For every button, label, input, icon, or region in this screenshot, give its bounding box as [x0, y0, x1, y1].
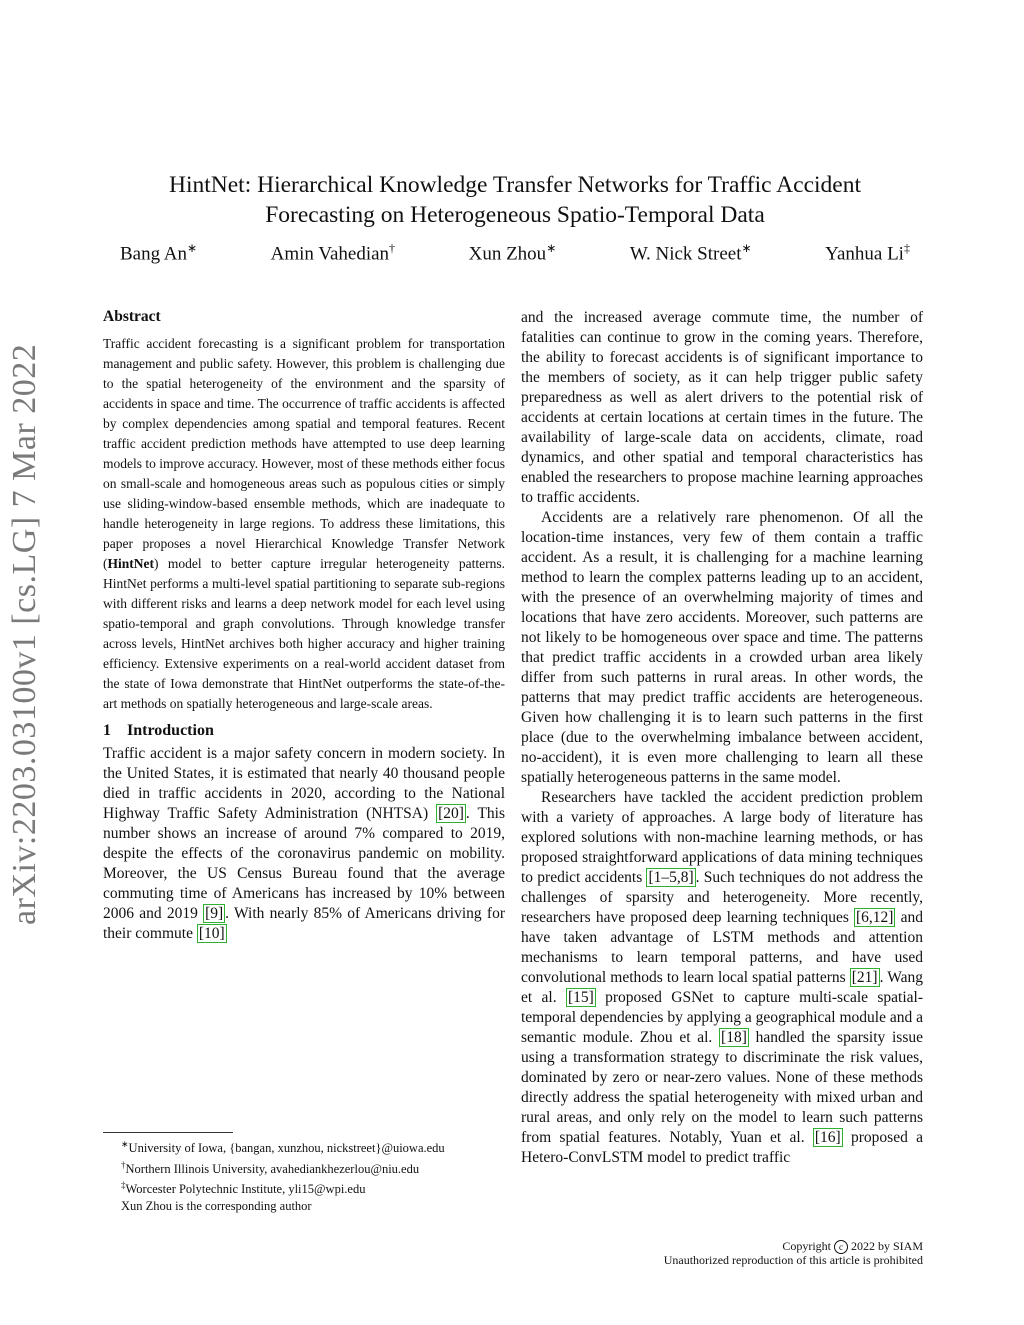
author-list [120, 241, 910, 265]
title-line-2: Forecasting on Heterogeneous Spatio-Temporal Data [265, 202, 765, 228]
copyright-line-2: Unauthorized reproduction of this article is prohibited [663, 1253, 923, 1268]
abstract-body: Traffic accident forecasting is a significant problem for transportation management and public safety. However, this problem is challenging due to the spatial heterogeneity of the environment and the sparsity of accidents in space and time. The occurrence of traffic accidents is affected by complex dependencies among spatial and temporal features. Recent traffic accident prediction methods have attempted to use deep learning models to improve accuracy. However, most of these methods either focus on small-scale and homogeneous areas such as populous cities or simply use sliding-window-based ensemble methods, which are inadequate to handle heterogeneity in large regions. To address these limitations, this paper proposes a novel Hierarchical Knowledge Transfer Network (HintNet) model to better capture irregular heterogeneity patterns. HintNet performs a multi-level spatial partitioning to separate sub-regions with different risks and learns a deep network model for each level using spatio-temporal and graph convolutions. Through knowledge transfer across levels, HintNet archives both higher accuracy and higher training efficiency. Extensive experiments on a real-world accident dataset from the state of Iowa demonstrate that HintNet outperforms the state-of-the-art methods on spatially heterogeneous and large-scale areas. [103, 336, 505, 711]
right-column [521, 308, 923, 1168]
intro-paragraph-3: Researchers have tackled the accident prediction problem with a variety of approaches. A large body of literature has explored solutions with non-machine learning methods, or has proposed straightforward applications of data mining techniques to predict accidents [1–5,8] . Such techniques do not address the challenges of sparsity and heterogeneity. More recently, researchers have proposed deep learning techniques [6,12] and have taken advantage of LSTM methods and attention mechanisms to learn temporal patterns, and have used convolutional methods to learn local spatial patterns [21] . Wang et al. [15] proposed GSNet to capture multi-scale spatial-temporal dependencies by applying a geographical module and a semantic module. Zhou et al. [18] handled the sparsity issue using a transformation strategy to discriminate the risk values, dominated by zero or near-zero values. None of these methods directly address the spatial heterogeneity with mixed urban and rural areas, and only rely on the model to learn such patterns from spatial features. Notably, Yuan et al. [16] proposed a Hetero-ConvLSTM model to predict traffic [521, 789, 924, 1166]
hintnet-term: HintNet [107, 556, 154, 571]
citation-link[interactable]: [1–5,8] [648, 869, 694, 886]
copyright-line-1: Copyright c 2022 by SIAM [782, 1239, 923, 1253]
intro-paragraph-1-continued: and the increased average commute time, the number of fatalities can continue to grow in the coming years. Therefore, the ability to forecast accidents is of significant importance to the members of society, as it can help trigger public safety preparedness as well as alert drivers to the potential risk of accidents at certain locations at certain times in the future. The availability of large-scale data on accidents, climate, road dynamics, and other spatial and temporal characteristics has enabled the researchers to propose machine learning approaches to traffic accidents. [521, 309, 923, 506]
citation-link[interactable]: [18] [721, 1029, 747, 1046]
footnote-2: †Northern Illinois University, avahediankhezerlou@niu.edu [121, 1159, 420, 1176]
footnote-1: ∗University of Iowa, {bangan, xunzhou, nickstreet}@uiowa.edu [121, 1139, 445, 1156]
citation-link[interactable]: [9] [205, 905, 224, 922]
copyright-symbol-icon: c [834, 1240, 848, 1254]
footnotes [103, 1132, 513, 1214]
citation-link[interactable]: [10] [198, 925, 225, 942]
citation-link[interactable]: [16] [814, 1129, 841, 1146]
footnote-3: ‡Worcester Polytechnic Institute, yli15@wpi.edu [121, 1180, 366, 1197]
author-5: Yanhua Li‡ [825, 241, 910, 265]
citation-link[interactable]: [20] [438, 805, 464, 822]
arxiv-identifier-stamp: arXiv:2203.03100v1 [cs.LG] 7 Mar 2022 [6, 343, 43, 925]
author-3: Xun Zhou∗ [468, 241, 557, 265]
intro-paragraph-2: Accidents are a relatively rare phenomenon. Of all the location-time instances, very few of them contain a traffic accident. As a result, it is challenging for a machine learning method to learn the complex patterns leading up to an accident, with the presence of an overwhelming majority of times and locations that have zero accidents. Moreover, such patterns are not likely to be homogeneous over space and time. The patterns that predict traffic accidents in a crowded urban area likely differ from such patterns in rural areas. In other words, the patterns that may predict traffic accidents are heterogeneous. Given how challenging it is to learn such patterns in the first place (due to the overwhelming imbalance between accident, no-accident), it is even more challenging to learn all these spatially heterogeneous patterns in the same model. [521, 509, 923, 786]
paper-title [90, 170, 940, 230]
citation-link[interactable]: [15] [567, 989, 594, 1006]
citation-link[interactable]: [21] [851, 969, 878, 986]
citation-link[interactable]: [6,12] [856, 909, 894, 926]
footnote-rule [103, 1132, 233, 1133]
author-4: W. Nick Street∗ [629, 241, 752, 265]
copyright-notice [664, 1240, 923, 1267]
section-heading-introduction: 1 Introduction [103, 722, 214, 739]
author-1: Bang An∗ [120, 241, 198, 265]
author-2: Amin Vahedian† [270, 241, 396, 265]
title-line-1: HintNet: Hierarchical Knowledge Transfer Networks for Traffic Accident [169, 172, 861, 198]
footnote-4: Xun Zhou is the corresponding author [121, 1198, 312, 1213]
intro-paragraph-1: Traffic accident is a major safety concern in modern society. In the United States, it is estimated that nearly 40 thousand people died in traffic accidents in 2020, according to the National Highway Traffic Safety Administration (NHTSA) [20] . This number shows an increase of around 7% compared to 2019, despite the effects of the coronavirus pandemic on mobility. Moreover, the US Census Bureau found that the average commuting time of Americans has increased by 10% between 2006 and 2019 [9] . With nearly 85% of Americans driving for their commute [10] [103, 745, 506, 942]
left-column [103, 308, 505, 944]
abstract-heading: Abstract [103, 308, 161, 325]
